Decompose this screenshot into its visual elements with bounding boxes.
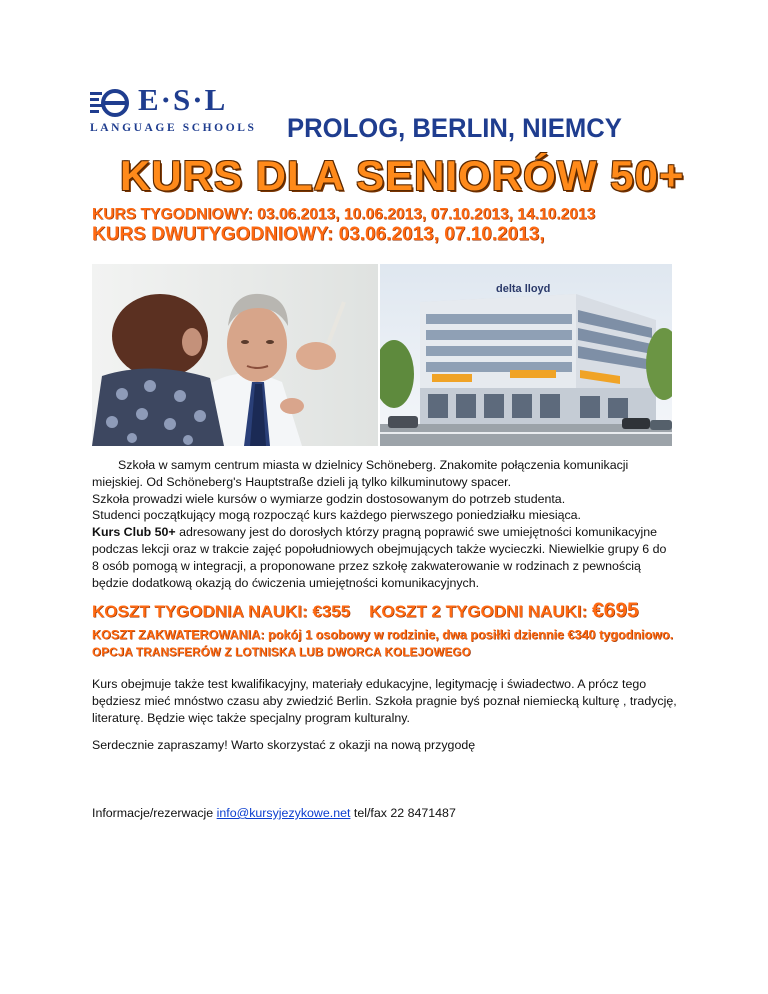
location-title: PROLOG, BERLIN, NIEMCY <box>287 113 622 143</box>
tuition-costs <box>92 599 639 623</box>
contact-label: Informacje/rezerwacje <box>92 806 217 820</box>
esl-logo-mark-icon <box>90 88 130 118</box>
school-building-photo <box>380 264 672 446</box>
contact-phone: tel/fax 22 8471487 <box>350 806 456 820</box>
club-text: adresowany jest do dorosłych którzy pragną poprawić swe umiejętności komunikacyjne podczas lekcji oraz w trakcie zajęć popołudniowych obejmujących także wycieczki. Niewielkie grupy 6 do 8 osób pomogą w integracji, a proponowane przez szkołę zakwaterowanie w rodzinach z pewnością będzie dodatkową okazją do ćwiczenia umiejętności komunikacyjnych. <box>92 525 667 590</box>
invitation-text: Serdecznie zapraszamy! Warto skorzystać z okazji na nową przygodę <box>92 738 476 752</box>
esl-logo <box>90 82 270 138</box>
one-week-cost: KOSZT TYGODNIA NAUKI: €355 <box>92 602 351 621</box>
description-line: Szkoła w samym centrum miasta w dzielnicy Schöneberg. Znakomite połączenia komunikacji <box>118 458 629 472</box>
club-description <box>92 524 676 591</box>
one-week-course-dates: KURS TYGODNIOWY: 03.06.2013, 10.06.2013, 07.10.2013, 14.10.2013 <box>92 206 596 223</box>
accommodation-cost: KOSZT ZAKWATEROWANIA: pokój 1 osobowy w rodzinie, dwa posiłki dziennie €340 tygodniowo. <box>92 628 674 642</box>
logo-subtitle: LANGUAGE SCHOOLS <box>90 122 257 134</box>
course-includes: Kurs obejmuje także test kwalifikacyjny, materiały edukacyjne, legitymację i świadectwo. A prócz tego będziesz mieć mnóstwo czasu aby zwiedzić Berlin. Szkoła pragnie byś poznał niemiecką kulturę , tradycję, literaturę. Będzie więc także specjalny program kulturalny. <box>92 677 677 725</box>
logo-name: E·S·L <box>138 82 228 117</box>
building-sign: delta lloyd <box>496 283 551 295</box>
school-description <box>92 457 676 591</box>
description-line: Studenci początkujący mogą rozpocząć kurs każdego pierwszego poniedziałku miesiąca. <box>92 508 582 523</box>
contact-email-link[interactable]: info@kursyjezykowe.net <box>216 806 351 820</box>
transfer-option: OPCJA TRANSFERÓW Z LOTNISKA LUB DWORCA KOLEJOWEGO <box>92 646 471 659</box>
senior-student-photo <box>92 264 378 446</box>
club-name: Kurs Club 50+ <box>92 525 176 540</box>
page-headline: KURS DLA SENIORÓW 50+ <box>120 152 685 199</box>
two-week-cost-price: €695 <box>592 599 639 622</box>
two-week-cost-label: KOSZT 2 TYGODNI NAUKI: <box>369 602 592 621</box>
description-line: Szkoła prowadzi wiele kursów o wymiarze godzin dostosowanym do potrzeb studenta. <box>92 491 566 506</box>
two-week-course-dates: KURS DWUTYGODNIOWY: 03.06.2013, 07.10.2013, <box>92 224 545 245</box>
contact-info <box>92 806 456 820</box>
description-line: miejskiej. Od Schöneberg's Hauptstraße dzieli ją tylko kilkuminutowy spacer. <box>92 474 512 489</box>
